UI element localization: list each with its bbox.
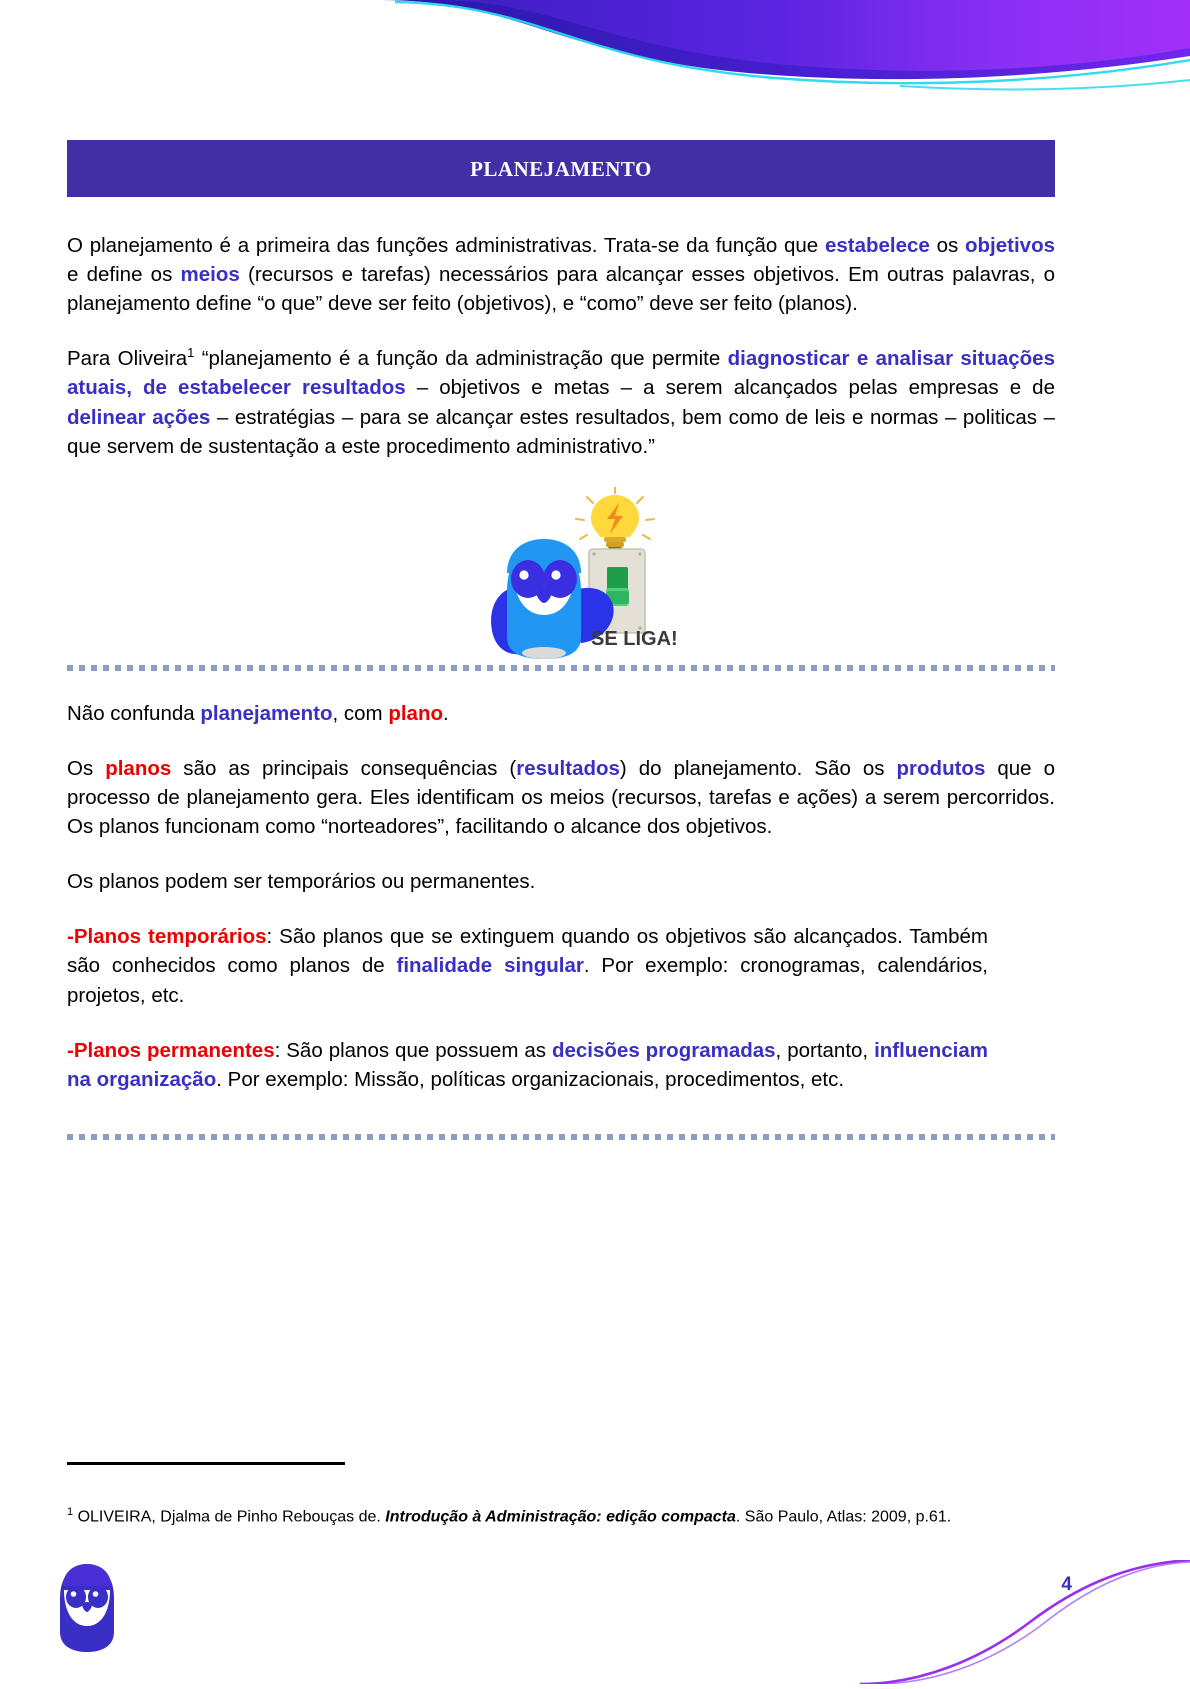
text-run: – estratégias – para se alcançar estes resultados, bem como de leis e normas – politicas – que servem de sustentação a este procedimento administrativo.” — [67, 405, 1055, 458]
highlight-planejamento: planejamento — [200, 701, 333, 725]
text-run: , com — [332, 701, 389, 725]
se-liga-caption: SE LIGA! — [591, 627, 678, 650]
se-liga-graphic — [441, 487, 681, 659]
paragraph-nao-confunda — [67, 699, 1055, 728]
text-run: Para Oliveira — [67, 347, 188, 371]
text-run: . Por exemplo: Missão, políticas organizacionais, procedimentos, etc. — [216, 1067, 845, 1091]
text-run: “planejamento é a função da administração que permite — [194, 347, 728, 371]
owl-feet — [522, 647, 566, 659]
highlight-delinear-acoes: delinear ações — [67, 405, 211, 429]
text-run: : São planos que se extinguem quando os objetivos são alcançados. Também são conhecidos como planos de — [67, 925, 988, 978]
page-footer — [0, 1560, 1190, 1684]
paragraph-tipos-planos — [67, 867, 1055, 896]
footnote-1 — [67, 1505, 1055, 1528]
text-run: os — [929, 234, 965, 257]
text-run: . Por exemplo: cronogramas, calendários, projetos, etc. — [67, 954, 988, 1007]
text-run: O planejamento é a primeira das funções administrativas. Trata-se da função que — [67, 234, 825, 257]
paragraph-oliveira-quote — [67, 344, 1055, 460]
text-run: . — [443, 701, 449, 725]
text-run: que o processo de planejamento gera. Eles identificam os meios (recursos, tarefas e ações) a serem percorridos. Os planos funcionam como “norteadores”, facilitando o alcance dos objetivos. — [67, 756, 1055, 839]
paragraph-planos-permanentes — [67, 1036, 988, 1094]
paragraph-planos-temporarios — [67, 922, 988, 1009]
highlight-plano: plano — [388, 701, 443, 725]
highlight-influenciam-organizacao: influenciam na organização — [67, 1038, 988, 1091]
page-title: planejamento — [470, 150, 652, 183]
text-run: OLIVEIRA, Djalma de Pinho Rebouças de. — [73, 1508, 386, 1526]
text-run: Os planos podem ser temporários ou permanentes. — [67, 870, 536, 894]
text-run: e define os — [67, 263, 181, 287]
highlight-resultados: resultados — [516, 756, 620, 780]
highlight-finalidade-singular: finalidade singular — [396, 954, 584, 978]
highlight-planos: planos — [105, 756, 172, 780]
footnote-marker: 1 — [67, 1506, 74, 1518]
text-run: : São planos que possuem as — [274, 1038, 552, 1062]
footer-owl-logo — [50, 1560, 124, 1652]
footnote-separator-rule — [67, 1462, 345, 1465]
highlight-produtos: produtos — [896, 756, 986, 780]
text-run: Não confunda — [67, 701, 201, 725]
highlight-estabelece: estabelece — [824, 234, 930, 257]
paragraph-intro — [67, 231, 1055, 318]
footnote-reference-1: 1 — [187, 345, 195, 361]
text-run: são as principais consequências ( — [171, 756, 517, 780]
text-run: ) do planejamento. São os — [619, 756, 897, 780]
page-number: 4 — [1061, 1574, 1072, 1595]
highlight-meios: meios — [180, 263, 240, 287]
highlight-diagnosticar-analisar: diagnosticar e analisar situações atuais, de estabelecer resultados — [67, 347, 1055, 400]
text-run: . São Paulo, Atlas: 2009, p.61. — [735, 1508, 952, 1526]
footnote-area — [67, 1462, 1055, 1528]
text-run: , portanto, — [775, 1038, 875, 1062]
page-content — [67, 140, 1055, 1140]
highlight-decisoes-programadas: decisões programadas — [551, 1038, 776, 1062]
text-run: – objetivos e metas – a serem alcançados pelas empresas e de — [405, 376, 1055, 400]
highlight-planos-permanentes: -Planos permanentes — [67, 1038, 275, 1062]
section-title-bar — [67, 140, 1055, 197]
footer-decorative-curve — [860, 1560, 1190, 1684]
dotted-divider-top — [67, 665, 1055, 671]
highlight-planos-temporarios: -Planos temporários — [67, 925, 267, 949]
footnote-book-title: Introdução à Administração: edição compacta — [385, 1508, 736, 1526]
text-run: Os — [67, 756, 106, 780]
se-liga-figure — [67, 487, 1055, 659]
paragraph-planos-definicao — [67, 754, 1055, 841]
highlight-objetivos: objetivos — [965, 234, 1055, 257]
text-run: (recursos e tarefas) necessários para alcançar esses objetivos. Em outras palavras, o planejamento define “o que” deve ser feito (objetivos), e “como” deve ser feito (planos). — [67, 263, 1056, 316]
dotted-divider-bottom — [67, 1134, 1055, 1140]
